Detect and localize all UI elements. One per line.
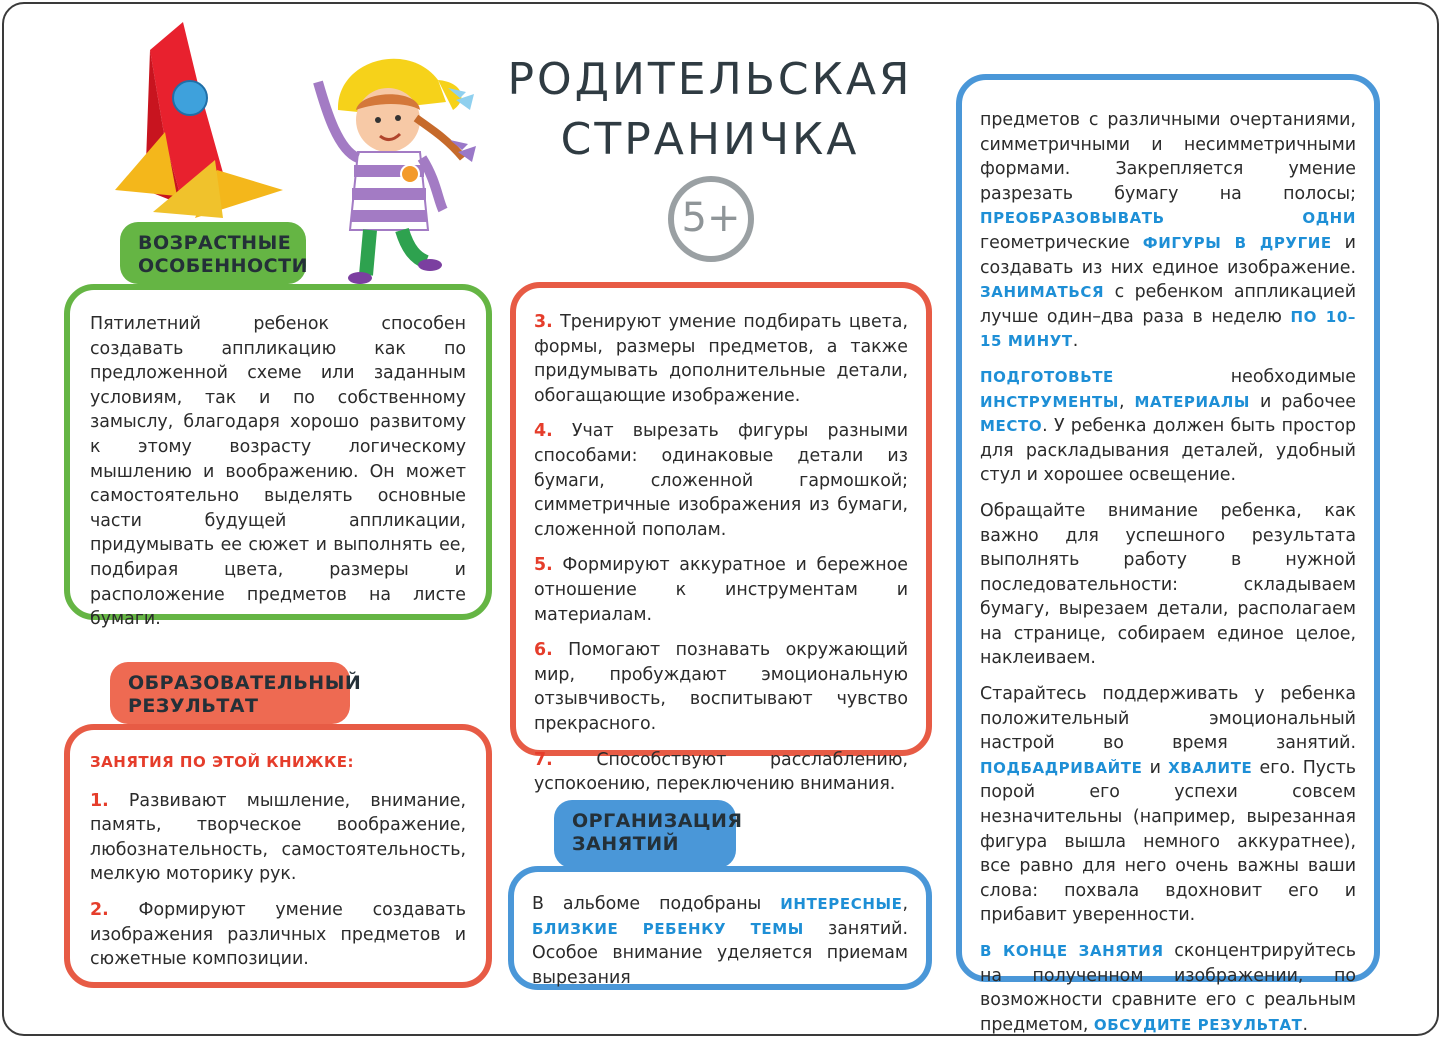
title-line-2: СТРАНИЧКА [560, 114, 860, 165]
org-section-box [508, 866, 932, 990]
edu-item: 5. Формируют аккуратное и бережное отношение к инструментам и материалам. [534, 555, 909, 625]
age-section-text: Пятилетний ребенок способен создавать аппликацию как по предложенной схеме или заданным условиям, так и по собственному замыслу, благодаря хорошо развитому к этому возрасту логическому мышлению и воображению. Он может самостоятельно выделять основные части будущей аппликации, придумывать ее сюжет и выполнять ее, подбирая цвета, размеры и расположение предметов на листе бумаги. [90, 314, 466, 630]
edu-item: 4. Учат вырезать фигуры разными способами: одинаковые детали из бумаги, сложенной гармошкой; симметричные изображения из бумаги, сложенной пополам. [534, 421, 908, 540]
age-badge: 5+ [668, 176, 754, 262]
right-paragraph-5: В КОНЦЕ ЗАНЯТИЯ сконцентрируйтесь на полученном изображении, по возможности сравните его с реальным предметом, ОБСУДИТЕ РЕЗУЛЬТАТ. [980, 941, 1356, 1035]
edu-item: 3. Тренируют умение подбирать цвета, формы, размеры предметов, а также придумывать дополнительные детали, обогащающие изображение. [534, 312, 908, 406]
org-label-line-1: ОРГАНИЗАЦИЯ [572, 810, 743, 832]
age-section-box [64, 284, 492, 630]
right-paragraph-4: Старайтесь поддерживать у ребенка положительный эмоциональный настрой во время занятий. ПОДБАДРИВАЙТЕ и ХВАЛИТЕ его. Пусть порой его успехи совсем незначительны (например, вырезанная фигура вышла немного аккуратнее), все равно для него очень важны ваши слова: похвала вдохновит его и прибавит уверенности. [980, 684, 1357, 926]
edu-item: 7. Способствуют расслаблению, успокоению, переключению внимания. [534, 749, 908, 795]
rocket-illustration [105, 20, 315, 220]
right-paragraph-2: ПОДГОТОВЬТЕ необходимые ИНСТРУМЕНТЫ, МАТЕРИАЛЫ и рабочее МЕСТО. У ребенка должен быть простор для раскладывания деталей, удобный стул и хорошее освещение. [980, 366, 1357, 486]
page-title [500, 50, 920, 170]
age-label-line-1: ВОЗРАСТНЫЕ [138, 232, 292, 254]
edu-section-label [110, 662, 362, 724]
edu-item: 6. Помогают познавать окружающий мир, пробуждают эмоциональную отзывчивость, воспитывают чувство прекрасного. [534, 640, 908, 734]
org-label-line-2: ЗАНЯТИЙ [572, 833, 679, 855]
right-paragraph-3: Обращайте внимание ребенка, как важно для успешного результата выполнять работу в нужной последовательности: складываем бумагу, вырезаем детали, располагаем на странице, собираем единое целое, наклеиваем. [980, 500, 1356, 669]
edu-label-line-2: РЕЗУЛЬТАТ [128, 695, 259, 717]
edu-continued-box [510, 282, 932, 795]
girl-illustration [298, 40, 498, 290]
age-section-label [120, 222, 306, 284]
org-section-text: В альбоме подобраны ИНТЕРЕСНЫЕ, БЛИЗКИЕ РЕБЕНКУ ТЕМЫ занятий. Особое внимание уделяется приемам вырезания [532, 894, 909, 988]
title-line-1: РОДИТЕЛЬСКАЯ [507, 54, 913, 105]
org-section-label [554, 800, 743, 868]
age-label-line-2: ОСОБЕННОСТИ [138, 255, 308, 277]
right-paragraph-1: предметов с различными очертаниями, симметричными и несимметричными формами. Закрепляется умение разрезать бумагу на полосы; ПРЕОБРАЗОВЫВАТЬ ОДНИ геометрические ФИГУРЫ В ДРУГИЕ и создавать из них единое изображение. ЗАНИМАТЬСЯ с ребенком аппликацией лучше один–два раза в неделю ПО 10–15 МИНУТ. [980, 110, 1356, 352]
edu-label-line-1: ОБРАЗОВАТЕЛЬНЫЙ [128, 672, 362, 694]
right-column-box [956, 74, 1380, 1035]
edu-heading: ЗАНЯТИЯ ПО ЭТОЙ КНИЖКЕ: [90, 753, 354, 771]
edu-item: 1. Развивают мышление, внимание, память, творческое воображение, любознательность, самостоятельность, мелкую моторику рук. [90, 790, 467, 885]
edu-section-box [64, 724, 492, 988]
edu-item: 2. Формируют умение создавать изображения различных предметов и сюжетные композиции. [90, 899, 467, 970]
